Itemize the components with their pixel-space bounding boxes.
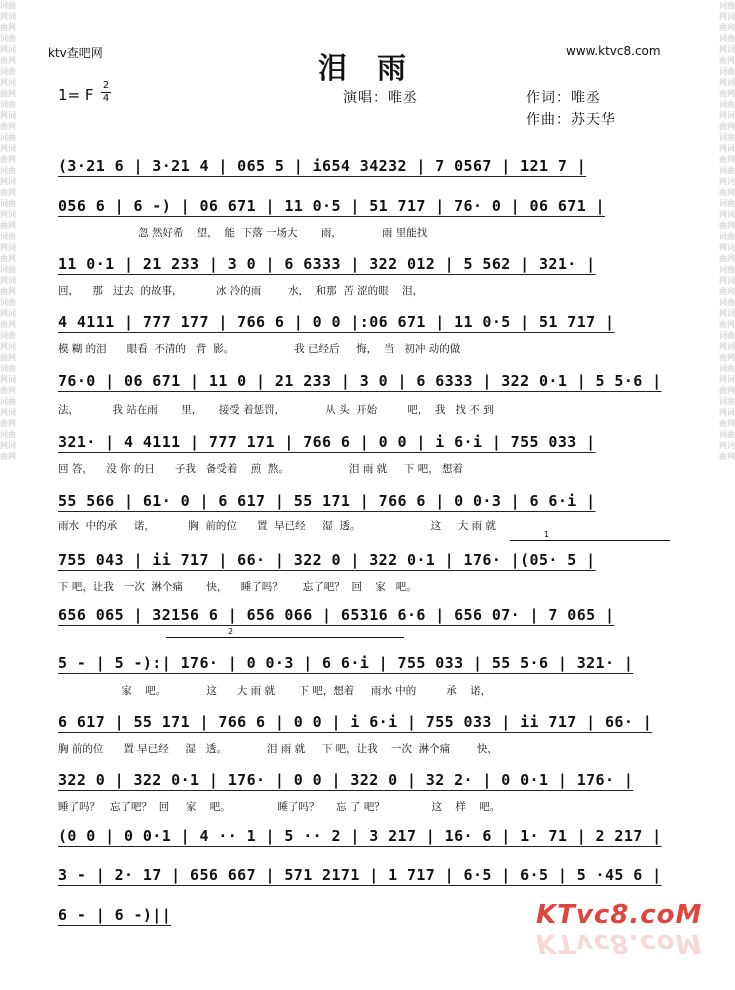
lyric-line-2: 忽 然好希 望， 能 下落 一场大 雨， 雨 里能找 xyxy=(58,227,428,239)
meter-top: 2 xyxy=(102,80,110,91)
lyricist-credit: 作词：唯丞 xyxy=(526,90,601,106)
lyric-line-3: 回， 那 过去 的故事， 冰 冷的雨 水， 和那 苦 涩的眼 泪， xyxy=(58,285,423,297)
volta-first-number: 1 xyxy=(544,530,550,539)
key-signature: 1= F xyxy=(58,86,94,104)
score-line-4: 4 4111 | 777 177 | 766 6 | 0 0 |:06 671 | 11 0·5 | 51 717 | xyxy=(58,313,615,331)
watermark-right: 词曲网词曲网词曲网词曲网词曲网词曲网词曲网词曲网词曲网词曲网词曲网词曲网词曲网词曲网词曲网词曲网词曲网词曲网词曲网词曲网词曲网词曲网词曲网词曲网词曲网词曲网词曲网词曲网 xyxy=(719,1,735,461)
site-name-left: ktv查吧网 xyxy=(48,46,103,60)
lyric-line-12: 睡了吗？ 忘了吧？ 回 家 吧。 睡了吗？ 忘 了 吧？ 这 样 吧。 xyxy=(58,801,501,813)
site-url-right: www.ktvc8.com xyxy=(566,44,661,58)
lyric-line-10: 家 吧。 这 大 雨 就 下 吧，想着 雨水 中的 承 诺， xyxy=(58,685,492,697)
score-line-3: 11 0·1 | 21 233 | 3 0 | 6 6333 | 322 012 | 5 562 | 321· | xyxy=(58,255,596,273)
lyric-line-11: 胸 前的位 置 早已经 湿 透。 泪 雨 就 下 吧，让我 一次 淋个痛 快， xyxy=(58,743,498,755)
time-signature xyxy=(101,81,111,104)
song-title: 泪雨 xyxy=(318,51,437,85)
score-line-2: 056 6 | 6 -) | 06 671 | 11 0·5 | 51 717 | 76· 0 | 06 671 | xyxy=(58,197,605,215)
lyric-line-7: 雨水 中的承 诺， 胸 前的位 置 早已经 湿 透。 这 大 雨 就 xyxy=(58,520,496,532)
lyric-line-4: 模 糊 的泪 眼看 不清的 背 影。 我 已经后 悔， 当 初冲 动的做 xyxy=(58,343,461,355)
score-line-12: 322 0 | 322 0·1 | 176· | 0 0 | 322 0 | 32 2· | 0 0·1 | 176· | xyxy=(58,771,634,789)
score-line-7: 55 566 | 61· 0 | 6 617 | 55 171 | 766 6 | 0 0·3 | 6 6·i | xyxy=(58,492,596,510)
score-line-9: 656 065 | 32156 6 | 656 066 | 65316 6·6 | 656 07· | 7 065 | xyxy=(58,606,615,624)
score-line-10: 5 - | 5 -):| 176· | 0 0·3 | 6 6·i | 755 033 | 55 5·6 | 321· | xyxy=(58,654,634,672)
score-line-1: (3·21 6 | 3·21 4 | 065 5 | i654 34232 | 7 0567 | 121 7 | xyxy=(58,157,587,175)
lyric-line-5: 法， 我 站在雨 里， 接受 着惩罚， 从 头 开始 吧， 我 找 不 到 xyxy=(58,404,494,416)
score-line-14: 3 - | 2· 17 | 656 667 | 571 2171 | 1 717 | 6·5 | 6·5 | 5 ·45 6 | xyxy=(58,866,662,884)
volta-first-bracket xyxy=(510,530,670,549)
ktvc8-logo-reflection: KTvc8.coM xyxy=(536,928,703,958)
singer-credit: 演唱：唯丞 xyxy=(343,90,418,106)
lyric-line-8: 下 吧，让我 一次 淋个痛 快， 睡了吗？ 忘了吧？ 回 家 吧。 xyxy=(58,581,417,593)
volta-second-bracket xyxy=(166,627,404,646)
watermark-left: 词曲网词曲网词曲网词曲网词曲网词曲网词曲网词曲网词曲网词曲网词曲网词曲网词曲网词曲网词曲网词曲网词曲网词曲网词曲网词曲网词曲网词曲网词曲网词曲网词曲网词曲网词曲网词曲网 xyxy=(0,1,16,461)
lyric-line-6: 回 答， 没 你 的日 子我 备受着 煎 熬。 泪 雨 就 下 吧， 想着 xyxy=(58,463,464,475)
score-line-8: 755 043 | ii 717 | 66· | 322 0 | 322 0·1 | 176· |(05· 5 | xyxy=(58,551,596,569)
meter-bottom: 4 xyxy=(102,93,110,104)
composer-credit: 作曲：苏天华 xyxy=(526,112,616,128)
score-line-11: 6 617 | 55 171 | 766 6 | 0 0 | i 6·i | 755 033 | ii 717 | 66· | xyxy=(58,713,653,731)
score-line-13: (0 0 | 0 0·1 | 4 ·· 1 | 5 ·· 2 | 3 217 | 16· 6 | 1· 71 | 2 217 | xyxy=(58,827,662,845)
score-line-15: 6 - | 6 -)|| xyxy=(58,906,172,924)
ktvc8-logo: KTvc8.coM xyxy=(536,900,703,930)
score-line-5: 76·0 | 06 671 | 11 0 | 21 233 | 3 0 | 6 6333 | 322 0·1 | 5 5·6 | xyxy=(58,372,662,390)
volta-second-number: 2 xyxy=(228,627,234,636)
score-line-6: 321· | 4 4111 | 777 171 | 766 6 | 0 0 | i 6·i | 755 033 | xyxy=(58,433,596,451)
